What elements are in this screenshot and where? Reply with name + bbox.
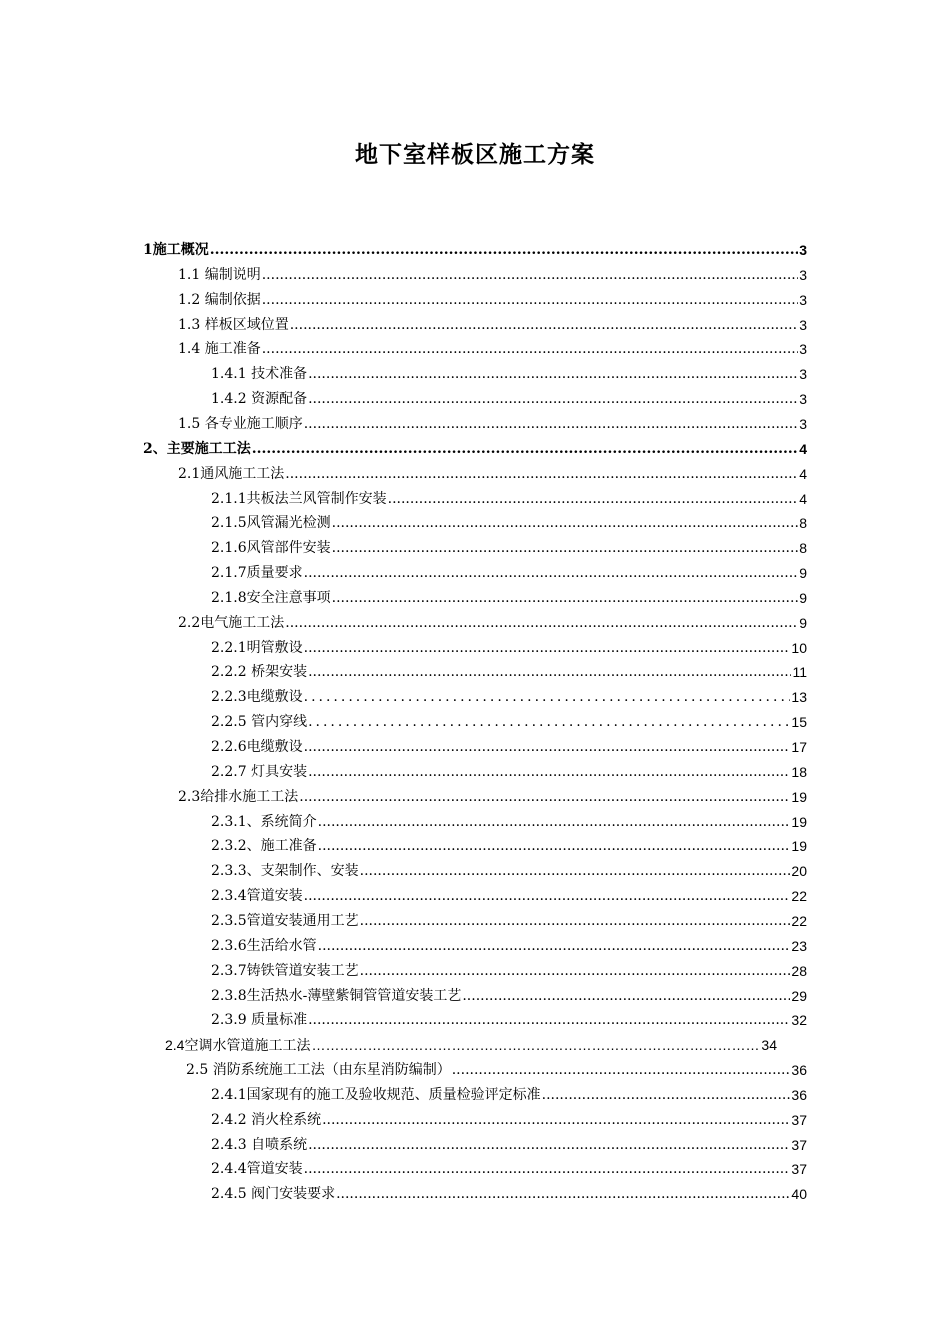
toc-entry-page-number: 4 [799,465,807,482]
toc-entry[interactable] [211,660,807,682]
toc-entry-page-number: 34 [761,1037,777,1054]
toc-entry-label: 2.2.2 桥架安装 [211,664,308,681]
toc-dot-leader [308,762,790,782]
toc-entry-page-number: 36 [791,1086,807,1103]
toc-dot-leader [318,936,791,956]
toc-dot-leader [304,737,791,757]
toc-dot-leader [308,662,791,682]
toc-entry-label: 2.2.3电缆敷设 [211,689,303,706]
toc-entry-label: 2.1.8安全注意事项 [211,589,331,606]
toc-entry[interactable] [211,362,807,384]
toc-entry-label: 2.1通风施工工法 [178,465,285,482]
toc-entry-page-number: 13 [791,689,807,706]
toc-entry-page-number: 19 [791,813,807,830]
toc-entry-page-number: 40 [791,1186,807,1203]
toc-entry-page-number: 22 [791,912,807,929]
toc-dot-leader [332,588,799,608]
toc-dot-leader [290,315,798,335]
toc-entry-page-number: 29 [791,987,807,1004]
toc-entry[interactable] [178,462,807,484]
toc-entry-page-number: 15 [791,714,807,731]
toc-dot-leader [299,787,790,807]
toc-entry[interactable] [186,1058,807,1080]
toc-entry[interactable] [211,934,807,956]
toc-dot-leader [262,265,798,285]
toc-dot-leader [210,240,798,260]
toc-entry-label: 2.3.6生活给水管 [211,937,317,954]
toc-entry[interactable] [178,785,807,807]
toc-dot-leader [304,414,798,434]
toc-dot-leader [304,886,791,906]
toc-entry[interactable] [211,387,807,409]
toc-entry[interactable] [211,959,807,981]
toc-entry[interactable] [178,263,807,285]
toc-entry-label: 2.3给排水施工工法 [178,788,299,805]
toc-entry-label: 2.4.4管道安装 [211,1161,303,1178]
toc-dot-leader [308,389,798,409]
toc-entry-label: 1.4.1 技术准备 [211,366,308,383]
toc-entry-label: 2.2.1明管敷设 [211,639,303,656]
toc-dot-leader [322,1110,790,1130]
toc-entry[interactable] [211,1133,807,1155]
toc-entry[interactable] [211,710,807,732]
toc-entry[interactable] [211,487,807,509]
toc-dot-leader [285,464,798,484]
toc-entry[interactable] [211,1157,807,1179]
toc-entry-page-number: 8 [799,515,807,532]
toc-entry-page-number: 9 [799,565,807,582]
toc-entry-page-number: 22 [791,888,807,905]
toc-entry-label: 1.4.2 资源配备 [211,391,308,408]
toc-entry-label: 1.2 编制依据 [178,291,261,308]
toc-dot-leader [308,1135,790,1155]
toc-entry[interactable] [211,760,807,782]
toc-entry-page-number: 3 [799,366,807,383]
toc-entry[interactable] [211,884,807,906]
toc-entry-page-number: 20 [791,863,807,880]
toc-dot-leader [304,1159,791,1179]
toc-entry-label: 2.3.3、支架制作、安装 [211,863,359,880]
toc-entry-page-number: 3 [799,266,807,283]
toc-entry-label: 2.4.2 消火栓系统 [211,1111,322,1128]
toc-entry[interactable] [211,984,807,1006]
toc-entry-page-number: 3 [799,415,807,432]
toc-dot-leader [360,861,791,881]
toc-dot-leader [336,1184,790,1204]
toc-entry-page-number: 3 [799,341,807,358]
toc-entry-label: 1施工概况 [143,242,209,258]
toc-entry-label: 2.4.5 阀门安装要求 [211,1186,336,1203]
toc-entry-label: 2.1.5风管漏光检测 [211,515,331,532]
toc-entry-page-number: 9 [799,589,807,606]
toc-entry-page-number: 19 [791,838,807,855]
toc-entry[interactable] [165,1033,777,1055]
toc-entry[interactable] [178,337,807,359]
toc-dot-leader [360,961,791,981]
toc-entry-label: 2.3.1、系统简介 [211,813,317,830]
toc-entry-page-number: 4 [799,490,807,507]
toc-dot-leader [304,638,791,658]
toc-entry-page-number: 17 [791,739,807,755]
toc-entry[interactable] [211,586,807,608]
toc-entry[interactable] [211,909,807,931]
toc-entry[interactable] [211,834,807,856]
toc-entry-label: 1.3 样板区域位置 [178,316,289,333]
toc-entry-page-number: 3 [799,391,807,408]
toc-entry[interactable] [178,313,807,335]
toc-entry-label: 2.1.6风管部件安装 [211,540,331,557]
toc-entry[interactable] [211,636,807,658]
toc-entry-page-number: 3 [799,242,807,258]
toc-entry-label: 1.1 编制说明 [178,266,261,283]
toc-entry[interactable] [211,561,807,583]
toc-entry-label: 2.4.1国家现有的施工及验收规范、质量检验评定标准 [211,1086,541,1103]
toc-dot-leader [360,911,791,931]
toc-entry-page-number: 37 [791,1161,807,1178]
toc-entry-label: 2.4空调水管道施工工法 [165,1037,311,1054]
toc-entry[interactable] [178,611,807,633]
toc-entry-page-number: 36 [791,1062,807,1079]
toc-entry[interactable] [143,437,807,459]
toc-entry[interactable] [211,685,807,707]
toc-dot-leader [318,812,791,832]
toc-entry[interactable] [143,238,807,260]
toc-dot-leader [332,538,799,558]
toc-entry[interactable] [211,536,807,558]
toc-dot-leader [452,1060,791,1080]
toc-entry-page-number: 19 [791,788,807,805]
toc-entry-page-number: 23 [791,937,807,954]
toc-entry-page-number: 8 [799,540,807,557]
toc-entry[interactable] [211,1108,807,1130]
toc-entry-label: 2.1.1共板法兰风管制作安装 [211,490,387,507]
toc-dot-leader [388,489,799,509]
toc-dot-leader [332,513,799,533]
toc-entry-label: 2.2.6电缆敷设 [211,739,303,755]
toc-entry-page-number: 9 [799,614,807,631]
toc-dot-leader [304,687,791,707]
toc-entry-label: 2.3.9 质量标准 [211,1012,308,1029]
document-title: 地下室样板区施工方案 [355,141,595,168]
toc-entry[interactable] [178,412,807,434]
toc-dot-leader [462,986,790,1006]
toc-entry-page-number: 37 [791,1111,807,1128]
toc-dot-leader [285,613,798,633]
toc-entry-page-number: 10 [791,639,807,656]
toc-entry-label: 2.2电气施工工法 [178,614,285,631]
toc-dot-leader [311,1035,760,1055]
toc-entry[interactable] [211,735,807,757]
toc-entry-label: 2.3.7铸铁管道安装工艺 [211,962,359,979]
toc-dot-leader [542,1085,791,1105]
toc-dot-leader [252,439,798,459]
toc-entry[interactable] [211,1182,807,1204]
toc-entry-page-number: 28 [791,962,807,979]
toc-dot-leader [308,712,790,732]
toc-entry[interactable] [211,1008,807,1030]
toc-entry-label: 2.3.8生活热水-薄壁紫铜管管道安装工艺 [211,987,462,1004]
toc-dot-leader [318,836,791,856]
toc-dot-leader [308,364,798,384]
toc-entry-page-number: 37 [791,1136,807,1153]
toc-entry[interactable] [211,810,807,832]
toc-dot-leader [308,1010,790,1030]
toc-entry[interactable] [211,511,807,533]
toc-entry-page-number: 3 [799,316,807,333]
toc-entry-label: 2.2.5 管内穿线 [211,714,308,731]
toc-entry-page-number: 32 [791,1012,807,1029]
toc-entry-page-number: 11 [792,664,807,681]
toc-entry-label: 2.5 消防系统施工工法（由东星消防编制） [186,1062,451,1079]
toc-entry-label: 2.2.7 灯具安装 [211,763,308,780]
toc-entry-label: 2.3.5管道安装通用工艺 [211,912,359,929]
toc-dot-leader [262,290,798,310]
toc-entry-page-number: 3 [799,291,807,308]
toc-entry-label: 2.1.7质量要求 [211,565,303,582]
toc-dot-leader [304,563,799,583]
toc-entry[interactable] [211,859,807,881]
toc-entry-label: 2.4.3 自喷系统 [211,1136,308,1153]
toc-entry-page-number: 18 [791,763,807,780]
toc-entry-page-number: 4 [799,440,807,457]
toc-dot-leader [262,339,798,359]
toc-entry-label: 1.5 各专业施工顺序 [178,415,303,432]
toc-entry[interactable] [178,288,807,310]
toc-entry-label: 2.3.4管道安装 [211,888,303,905]
toc-entry-label: 1.4 施工准备 [178,341,261,358]
toc-entry[interactable] [211,1083,807,1105]
toc-entry-label: 2、主要施工工法 [143,440,251,457]
toc-entry-label: 2.3.2、施工准备 [211,838,317,855]
